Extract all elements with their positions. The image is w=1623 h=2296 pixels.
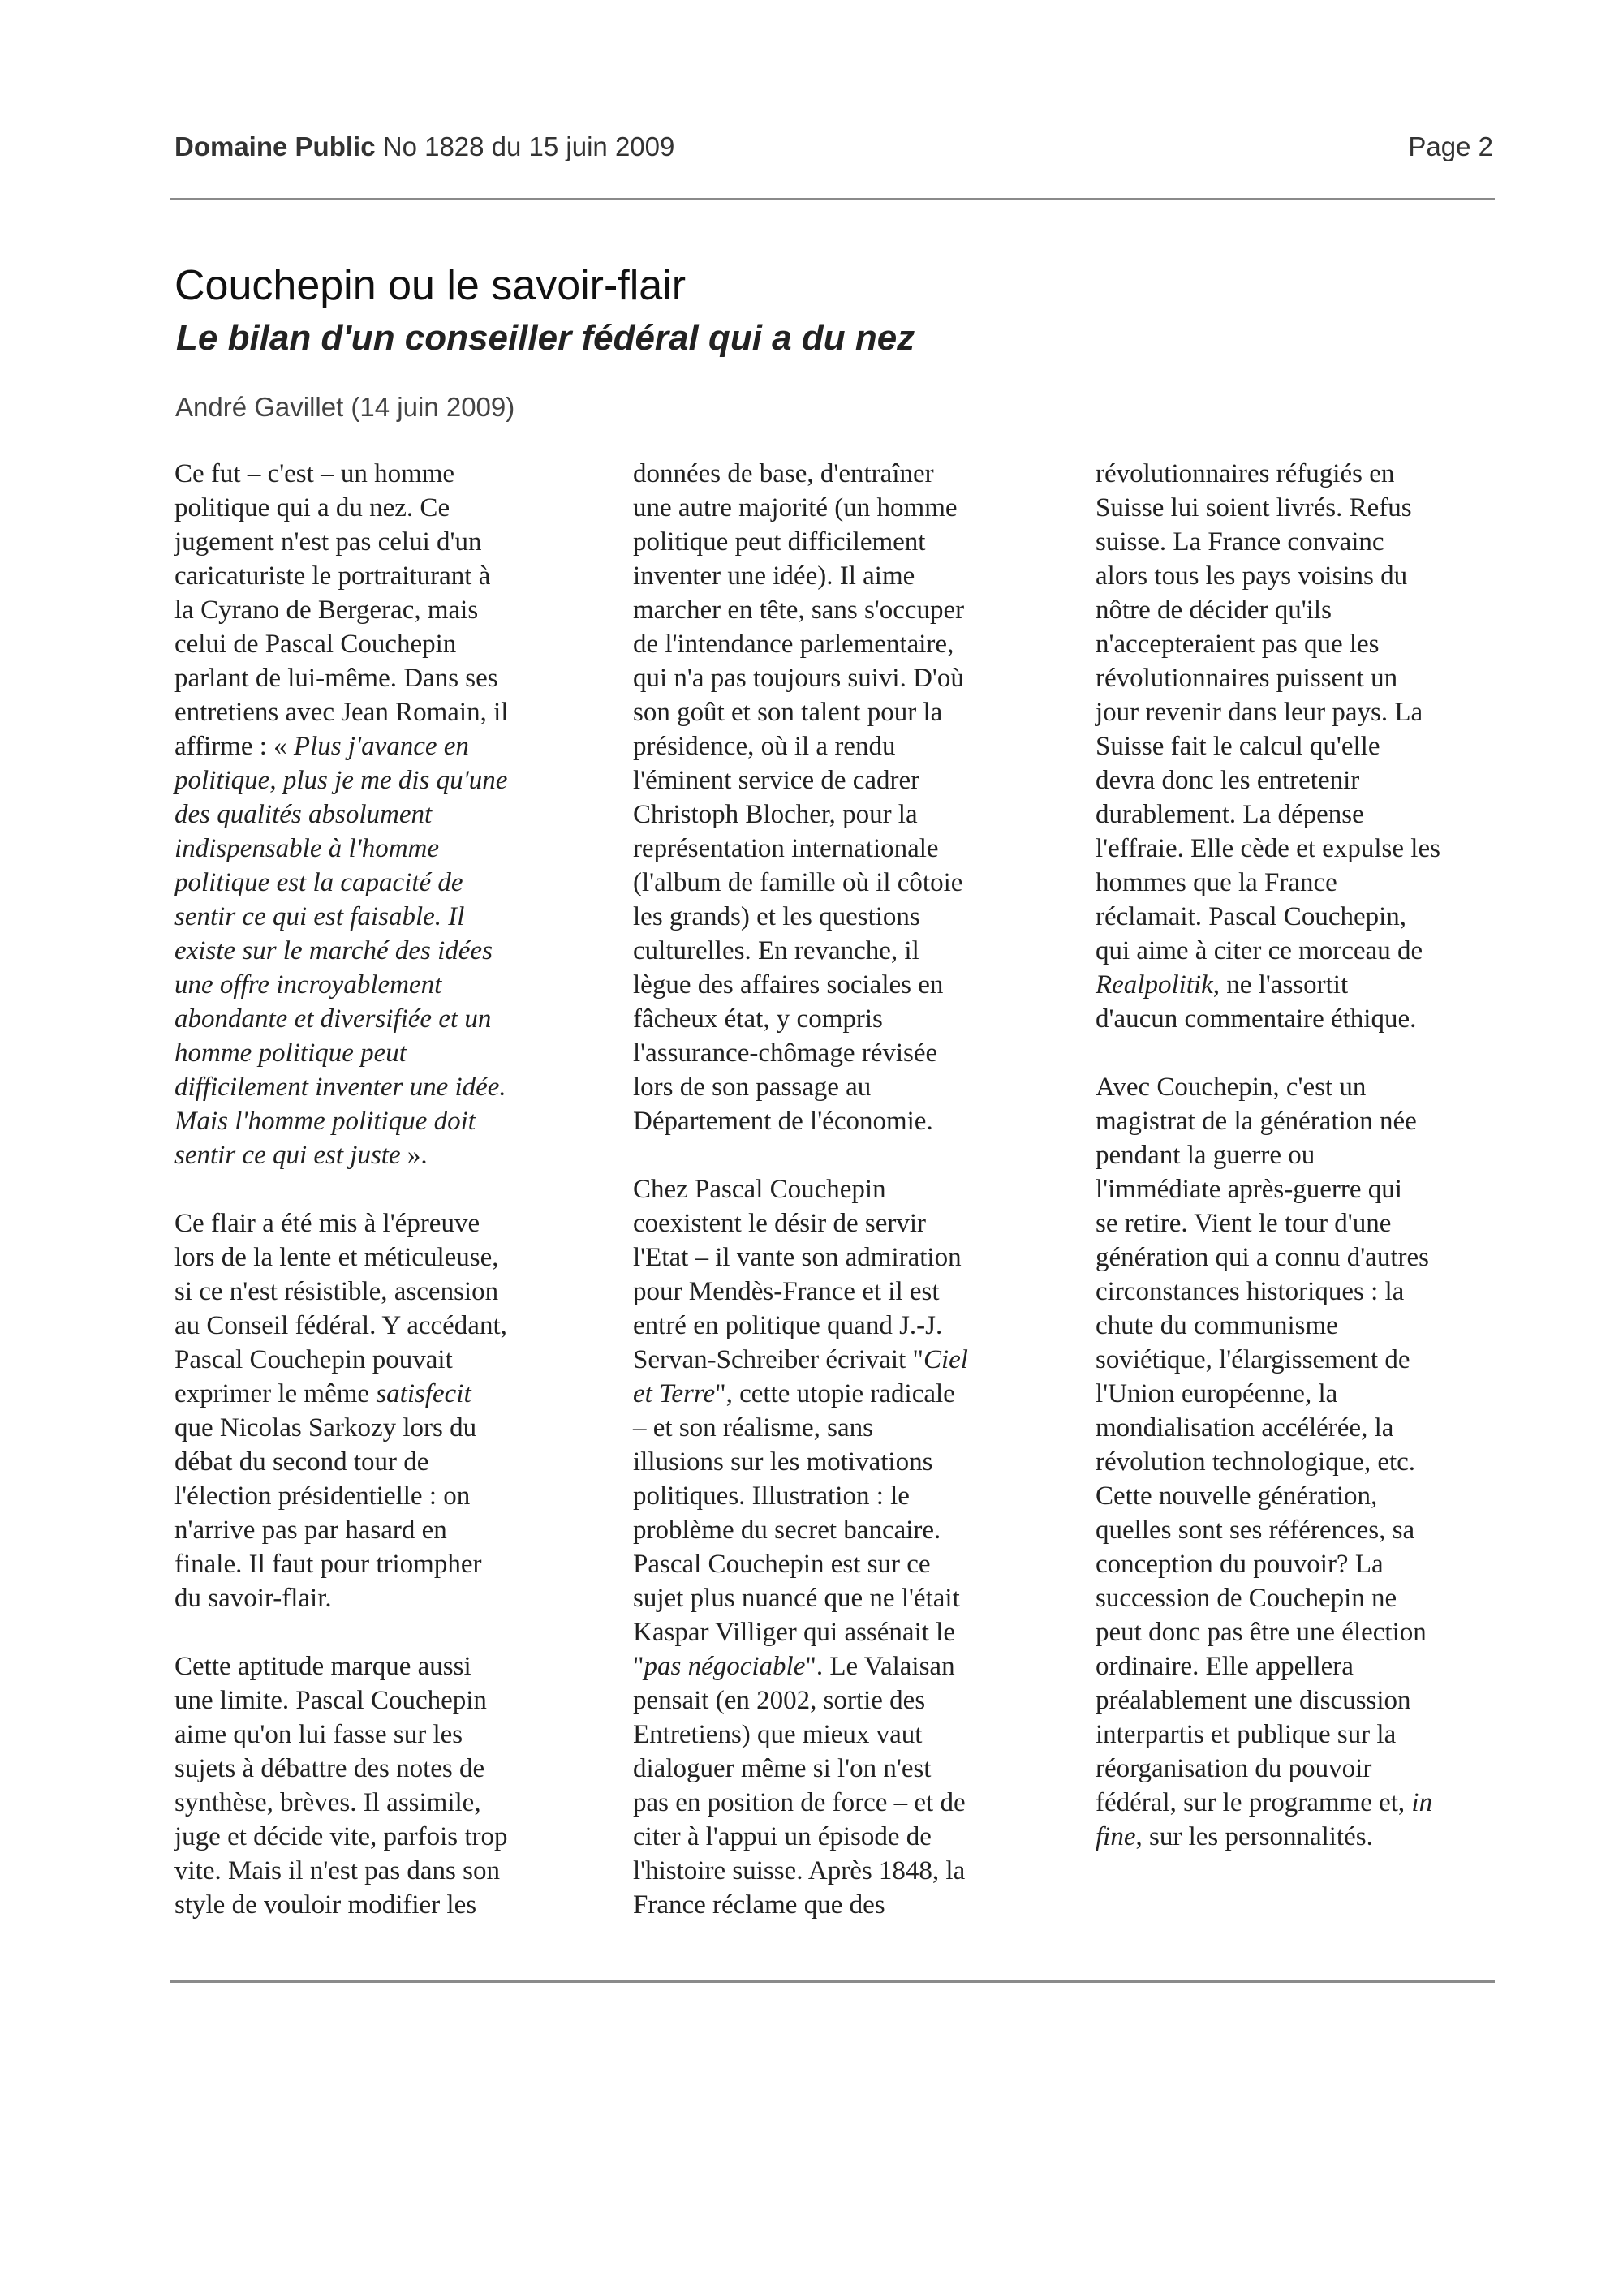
text-line (1096, 1820, 1538, 1854)
publication-name: Domaine Public (174, 131, 376, 161)
text-line: mondialisation accélérée, la (1096, 1413, 1394, 1443)
article-column-3 (1096, 457, 1538, 1888)
quote-text: homme politique peut (174, 1038, 407, 1068)
text-line: magistrat de la génération née (1096, 1107, 1417, 1136)
text-line: l'Union européenne, la (1096, 1379, 1338, 1408)
text-line: n'accepteraient pas que les (1096, 630, 1380, 659)
text-line: circonstances historiques : la (1096, 1277, 1405, 1306)
text-line: Kaspar Villiger qui assénait le (633, 1618, 955, 1647)
quote-text: Mais l'homme politique doit (174, 1107, 476, 1136)
footer-divider (170, 1980, 1495, 1983)
text-line: pendant la guerre ou (1096, 1141, 1315, 1170)
quote-text: politique, plus je me dis qu'une (174, 766, 508, 795)
text-line (1096, 968, 1538, 1002)
text-line: qui n'a pas toujours suivi. D'où (633, 664, 964, 693)
text-line: l'Etat – il vante son admiration (633, 1243, 962, 1272)
emphasis-text: et Terre (633, 1379, 716, 1408)
text-line (174, 1377, 617, 1411)
text-line: synthèse, brèves. Il assimile, (174, 1788, 481, 1817)
article-paragraph (174, 1649, 617, 1922)
text-line: préalablement une discussion (1096, 1686, 1411, 1715)
text-line: réorganisation du pouvoir (1096, 1754, 1372, 1783)
issue-info: No 1828 du 15 juin 2009 (382, 131, 675, 161)
text-run: ", cette utopie radicale (715, 1379, 955, 1408)
article-title: Couchepin ou le savoir-flair (174, 262, 687, 309)
text-line: fâcheux état, y compris (633, 1004, 883, 1034)
text-line: pour Mendès-France et il est (633, 1277, 940, 1306)
article-column-2 (633, 457, 1075, 1956)
text-line: une limite. Pascal Couchepin (174, 1686, 487, 1715)
text-line: soviétique, l'élargissement de (1096, 1345, 1410, 1374)
text-line: Département de l'économie. (633, 1107, 933, 1136)
text-line: l'assurance-chômage révisée (633, 1038, 938, 1068)
text-line: finale. Il faut pour triompher (174, 1550, 482, 1579)
header-divider (170, 198, 1495, 200)
text-line: marcher en tête, sans s'occuper (633, 595, 965, 625)
quote-text: politique est la capacité de (174, 868, 463, 897)
text-run: " (633, 1652, 644, 1681)
text-line: parlant de lui-même. Dans ses (174, 664, 498, 693)
text-line: son goût et son talent pour la (633, 698, 943, 727)
text-line: jour revenir dans leur pays. La (1096, 698, 1423, 727)
text-line: nôtre de décider qu'ils (1096, 595, 1332, 625)
text-line: politique peut difficilement (633, 527, 926, 557)
article-subtitle: Le bilan d'un conseiller fédéral qui a du nez (176, 318, 915, 358)
quote-text: existe sur le marché des idées (174, 936, 493, 965)
quote-text: difficilement inventer une idée. (174, 1073, 506, 1102)
article-paragraph (1096, 1070, 1538, 1854)
text-line: révolution technologique, etc. (1096, 1447, 1416, 1477)
emphasis-text: fine (1096, 1822, 1136, 1851)
text-line: illusions sur les motivations (633, 1447, 933, 1477)
text-line: lors de la lente et méticuleuse, (174, 1243, 499, 1272)
article-paragraph (174, 1206, 617, 1615)
quote-text: sentir ce qui est juste (174, 1141, 401, 1170)
text-line: Pascal Couchepin pouvait (174, 1345, 453, 1374)
text-line: n'arrive pas par hasard en (174, 1516, 447, 1545)
text-line: l'effraie. Elle cède et expulse les (1096, 834, 1440, 863)
text-line: alors tous les pays voisins du (1096, 561, 1408, 591)
text-line: juge et décide vite, parfois trop (174, 1822, 508, 1851)
text-line: (l'album de famille où il côtoie (633, 868, 963, 897)
text-line (174, 729, 617, 763)
text-line: conception du pouvoir? La (1096, 1550, 1384, 1579)
text-line: l'élection présidentielle : on (174, 1481, 471, 1511)
text-line: Christoph Blocher, pour la (633, 800, 918, 829)
quote-text: Plus j'avance en (293, 732, 469, 761)
quote-text: abondante et diversifiée et un (174, 1004, 492, 1034)
text-run: exprimer le même (174, 1379, 377, 1408)
text-run: fédéral, sur le programme et, (1096, 1788, 1412, 1817)
text-line: pas en position de force – et de (633, 1788, 966, 1817)
text-line: qui aime à citer ce morceau de (1096, 936, 1423, 965)
text-line: révolutionnaires réfugiés en (1096, 459, 1395, 488)
article-byline: André Gavillet (14 juin 2009) (175, 392, 515, 422)
emphasis-text: Realpolitik (1096, 970, 1213, 1000)
quote-text: des qualités absolument (174, 800, 433, 829)
text-line: quelles sont ses références, sa (1096, 1516, 1415, 1545)
text-line: données de base, d'entraîner (633, 459, 934, 488)
text-line: entré en politique quand J.-J. (633, 1311, 943, 1340)
text-line: réclamait. Pascal Couchepin, (1096, 902, 1407, 931)
article-column-1 (174, 457, 617, 1956)
emphasis-text: satisfecit (376, 1379, 471, 1408)
text-line: politique qui a du nez. Ce (174, 493, 450, 522)
text-run: ". Le Valaisan (805, 1652, 955, 1681)
text-line: succession de Couchepin ne (1096, 1584, 1397, 1613)
text-line: jugement n'est pas celui d'un (174, 527, 482, 557)
text-line: d'aucun commentaire éthique. (1096, 1004, 1417, 1034)
text-line (633, 1343, 1075, 1377)
text-line: du savoir-flair. (174, 1584, 332, 1613)
text-line: hommes que la France (1096, 868, 1337, 897)
text-line: style de vouloir modifier les (174, 1890, 477, 1920)
text-line: Suisse fait le calcul qu'elle (1096, 732, 1380, 761)
text-line (1096, 1786, 1538, 1820)
text-line: l'immédiate après-guerre qui (1096, 1175, 1402, 1204)
text-line: culturelles. En revanche, il (633, 936, 919, 965)
text-line: représentation internationale (633, 834, 939, 863)
text-line: interpartis et publique sur la (1096, 1720, 1397, 1749)
text-line: Chez Pascal Couchepin (633, 1175, 886, 1204)
text-line: lègue des affaires sociales en (633, 970, 944, 1000)
text-line: lors de son passage au (633, 1073, 872, 1102)
text-line: présidence, où il a rendu (633, 732, 896, 761)
text-line: Entretiens) que mieux vaut (633, 1720, 923, 1749)
text-line: de l'intendance parlementaire, (633, 630, 954, 659)
text-line: aime qu'on lui fasse sur les (174, 1720, 463, 1749)
text-line: l'éminent service de cadrer (633, 766, 920, 795)
quote-text: une offre incroyablement (174, 970, 442, 1000)
text-line: dialoguer même si l'on n'est (633, 1754, 932, 1783)
text-line: les grands) et les questions (633, 902, 920, 931)
article-paragraph (174, 457, 617, 1172)
text-line: durablement. La dépense (1096, 800, 1364, 829)
text-line: sujets à débattre des notes de (174, 1754, 485, 1783)
text-line: caricaturiste le portraiturant à (174, 561, 491, 591)
article-paragraph (1096, 457, 1538, 1036)
text-run: Servan-Schreiber écrivait " (633, 1345, 923, 1374)
text-line (633, 1377, 1075, 1411)
text-line: entretiens avec Jean Romain, il (174, 698, 509, 727)
text-line: ordinaire. Elle appellera (1096, 1652, 1354, 1681)
quote-text: sentir ce qui est faisable. Il (174, 902, 465, 931)
text-line: problème du secret bancaire. (633, 1516, 941, 1545)
text-line: sujet plus nuancé que ne l'était (633, 1584, 960, 1613)
text-line: devra donc les entretenir (1096, 766, 1360, 795)
text-line: Ce fut – c'est – un homme (174, 459, 455, 488)
text-line: l'histoire suisse. Après 1848, la (633, 1856, 966, 1885)
text-line: Cette aptitude marque aussi (174, 1652, 471, 1681)
text-line: révolutionnaires puissent un (1096, 664, 1398, 693)
text-line: politiques. Illustration : le (633, 1481, 910, 1511)
text-line: au Conseil fédéral. Y accédant, (174, 1311, 507, 1340)
text-line: France réclame que des (633, 1890, 885, 1920)
text-line: vite. Mais il n'est pas dans son (174, 1856, 500, 1885)
text-line: Suisse lui soient livrés. Refus (1096, 493, 1412, 522)
text-line: Ce flair a été mis à l'épreuve (174, 1209, 480, 1238)
text-line: que Nicolas Sarkozy lors du (174, 1413, 477, 1443)
text-line: débat du second tour de (174, 1447, 429, 1477)
text-line: – et son réalisme, sans (633, 1413, 874, 1443)
text-line: si ce n'est résistible, ascension (174, 1277, 499, 1306)
text-line: Pascal Couchepin est sur ce (633, 1550, 931, 1579)
text-run: affirme : « (174, 732, 294, 761)
page-header (174, 131, 1493, 172)
text-line: Avec Couchepin, c'est un (1096, 1073, 1367, 1102)
text-line: la Cyrano de Bergerac, mais (174, 595, 479, 625)
text-line: une autre majorité (un homme (633, 493, 958, 522)
quote-text: indispensable à l'homme (174, 834, 440, 863)
emphasis-text: pas négociable (644, 1652, 806, 1681)
text-line (633, 1649, 1075, 1683)
text-line: coexistent le désir de servir (633, 1209, 927, 1238)
text-line (174, 1138, 617, 1172)
text-line: se retire. Vient le tour d'une (1096, 1209, 1392, 1238)
text-line: celui de Pascal Couchepin (174, 630, 457, 659)
text-line: peut donc pas être une élection (1096, 1618, 1427, 1647)
text-line: citer à l'appui un épisode de (633, 1822, 932, 1851)
text-line: Cette nouvelle génération, (1096, 1481, 1378, 1511)
text-run: ». (400, 1141, 428, 1170)
emphasis-text: in (1411, 1788, 1433, 1817)
text-run: , sur les personnalités. (1135, 1822, 1373, 1851)
article-paragraph (633, 1172, 1075, 1922)
text-run: , ne l'assortit (1212, 970, 1349, 1000)
page-number: Page 2 (1408, 131, 1493, 161)
text-line: chute du communisme (1096, 1311, 1338, 1340)
text-line: inventer une idée). Il aime (633, 561, 915, 591)
text-line: suisse. La France convainc (1096, 527, 1384, 557)
article-paragraph (633, 457, 1075, 1138)
emphasis-text: Ciel (923, 1345, 968, 1374)
text-line: pensait (en 2002, sortie des (633, 1686, 926, 1715)
text-line: génération qui a connu d'autres (1096, 1243, 1429, 1272)
